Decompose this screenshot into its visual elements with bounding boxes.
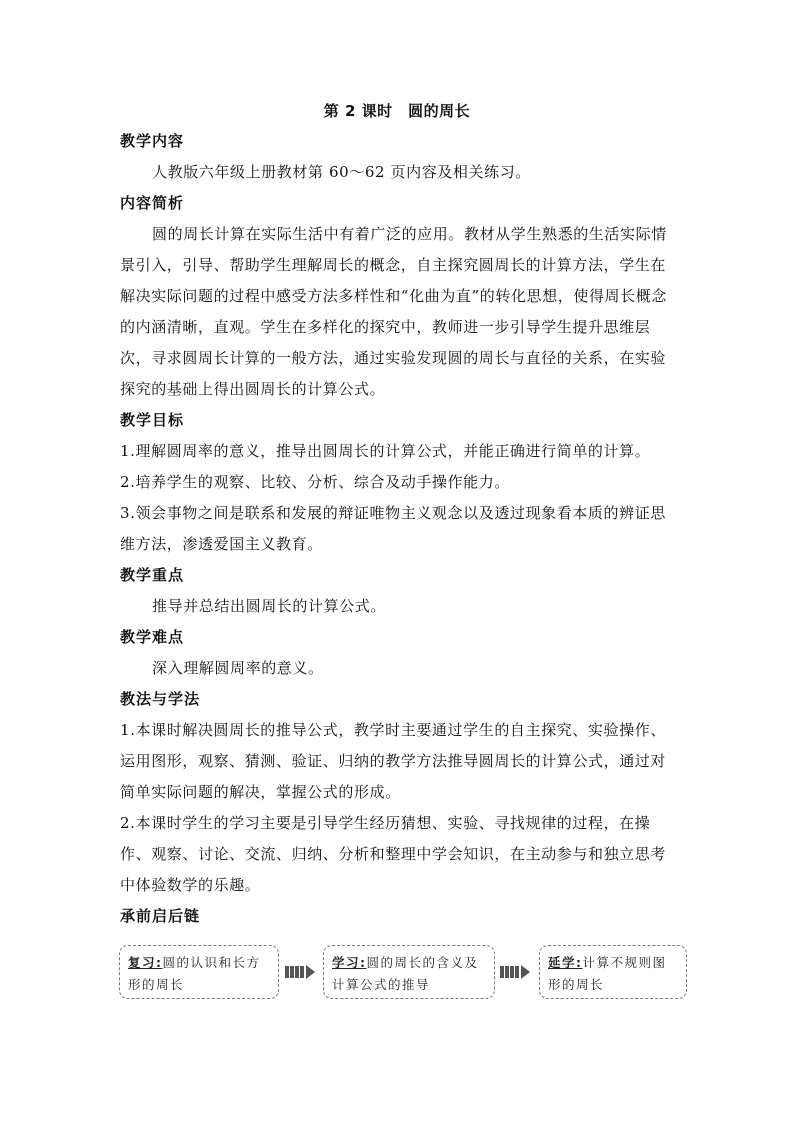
chain-box-extend (539, 945, 687, 999)
chain-box-text: 计算不规则图形的周长 (548, 955, 667, 992)
chain-box-label: 复习: (128, 955, 163, 970)
heading-key-points: 教学重点 (120, 566, 185, 584)
heading-difficulties: 教学难点 (120, 628, 185, 646)
heading-goals: 教学目标 (120, 411, 185, 429)
heading-chain: 承前启后链 (120, 907, 201, 925)
chain-box-label: 延学: (548, 955, 583, 970)
heading-methods: 教法与学法 (120, 690, 201, 708)
document-body (120, 126, 680, 932)
difficulties-text: 深入理解圆周率的意义。 (152, 659, 324, 677)
method-item: 2.本课时学生的学习主要是引导学生经历猜想、实验、寻找规律的过程，在操作、观察、讨论、交流、归纳、分析和整理中学会知识，在主动参与和独立思考中体验数学的乐趣。 (120, 814, 667, 894)
goal-item: 1.理解圆周率的意义，推导出圆周长的计算公式，并能正确进行简单的计算。 (120, 442, 651, 460)
chain-box-text: 圆的周长的含义及计算公式的推导 (332, 955, 479, 992)
method-item: 1.本课时解决圆周长的推导公式，教学时主要通过学生的自主探究、实验操作、运用图形，观察、猜测、验证、归纳的教学方法推导圆周长的计算公式，通过对简单实际问题的解决，掌握公式的形成。 (120, 721, 667, 801)
heading-content: 教学内容 (120, 132, 185, 150)
key-points-text: 推导并总结出圆周长的计算公式。 (152, 597, 387, 615)
page-title: 第 2 课时 圆的周长 (323, 102, 471, 120)
chain-box-label: 学习: (332, 955, 367, 970)
chain-box-text: 圆的认识和长方形的周长 (128, 955, 261, 992)
goal-item: 3.领会事物之间是联系和发展的辩证唯物主义观念以及透过现象看本质的辨证思维方法，渗透爱国主义教育。 (120, 504, 666, 553)
right-arrow-icon (500, 965, 530, 979)
chain-box-review (119, 945, 279, 999)
content-text: 人教版六年级上册教材第 60～62 页内容及相关练习。 (152, 163, 531, 181)
analysis-text: 圆的周长计算在实际生活中有着广泛的应用。教材从学生熟悉的生活实际情景引入，引导、帮助学生理解周长的概念，自主探究圆周长的计算方法，学生在解决实际问题的过程中感受方法多样性和“化曲为直”的转化思想，使得周长概念的内涵清晰，直观。学生在多样化的探究中，教师进一步引导学生提升思维层次，寻求圆周长计算的一般方法，通过实验发现圆的周长与直径的关系，在实验探究的基础上得出圆周长的计算公式。 (120, 225, 667, 398)
knowledge-chain (119, 945, 687, 1001)
heading-analysis: 内容简析 (120, 194, 185, 212)
chain-box-learn (323, 945, 495, 999)
goal-item: 2.培养学生的观察、比较、分析、综合及动手操作能力。 (120, 473, 510, 491)
right-arrow-icon (285, 965, 315, 979)
